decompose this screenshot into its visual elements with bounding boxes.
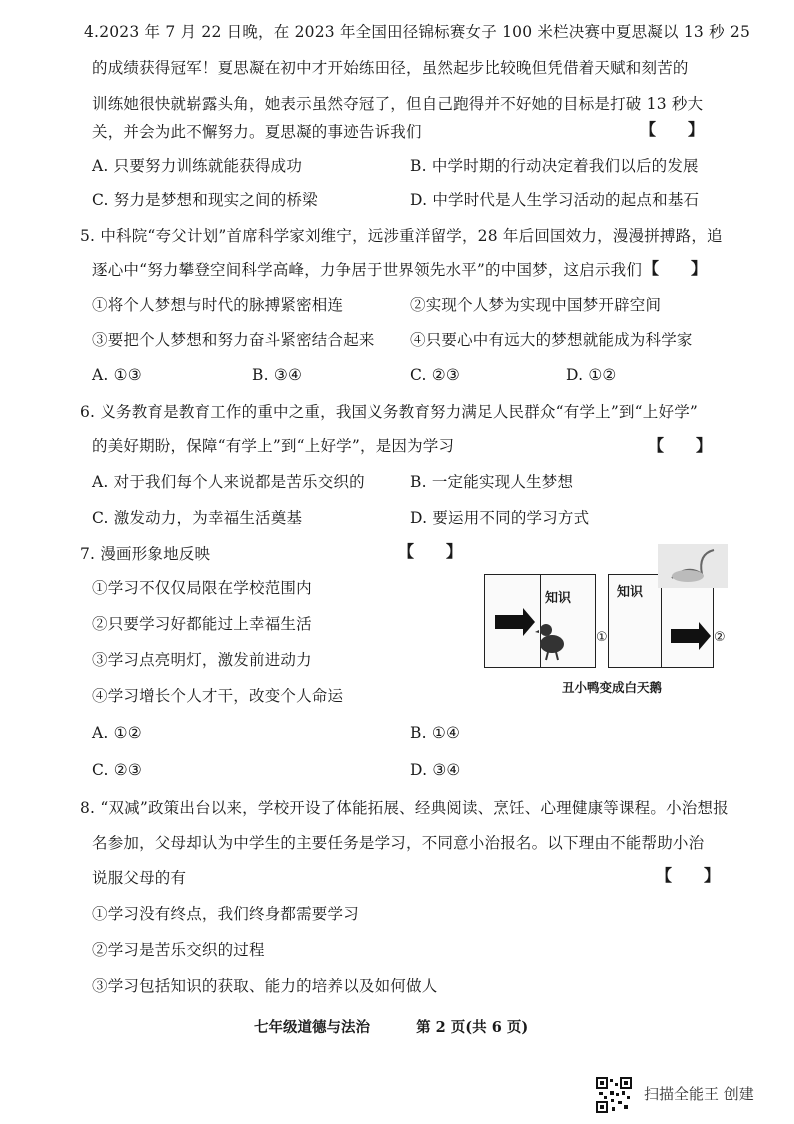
q7-statement-2: ②只要学习好都能过上幸福生活 [92,615,312,633]
q7-option-d: D. ③④ [410,761,461,779]
arrow-right-icon-2 [671,629,701,643]
qr-code-icon [596,1077,632,1113]
q8-answer-bracket[interactable]: 【 】 [656,866,721,885]
swan-icon [658,544,728,588]
q6-stem-line-1: 6. 义务教育是教育工作的重中之重，我国义务教育努力满足人民群众“有学上”到“上好学” [80,403,699,421]
q7-statement-3: ③学习点亮明灯，激发前进动力 [92,651,312,669]
q4-stem-line-4: 关，并会为此不懈努力。夏思凝的事迹告诉我们 [92,123,422,141]
footer-subject: 七年级道德与法治 [254,1019,370,1036]
q8-statement-2: ②学习是苦乐交织的过程 [92,941,265,959]
book-right-illustration [608,574,714,668]
footer-page-number: 第 2 页(共 6 页) [416,1019,529,1036]
q4-stem-line-2: 的成绩获得冠军！夏思凝在初中才开始练田径，虽然起步比较晚但凭借着天赋和刻苦的 [92,59,689,77]
comic-marker-1: ① [596,630,608,645]
q4-option-a: A. 只要努力训练就能获得成功 [92,157,303,175]
q7-stem: 7. 漫画形象地反映 [80,545,211,563]
q7-statement-1: ①学习不仅仅局限在学校范围内 [92,579,312,597]
q7-option-b: B. ①④ [410,724,461,742]
q8-stem-line-3: 说服父母的有 [92,869,187,887]
q6-option-b: B. 一定能实现人生梦想 [410,473,574,491]
q5-answer-bracket[interactable]: 【 】 [643,259,708,278]
q8-statement-1: ①学习没有终点，我们终身都需要学习 [92,905,359,923]
scanner-watermark: 扫描全能王 创建 [644,1085,754,1103]
q4-option-d: D. 中学时代是人生学习活动的起点和基石 [410,191,700,209]
q5-option-b: B. ③④ [252,366,303,384]
q8-statement-3: ③学习包括知识的获取、能力的培养以及如何做人 [92,977,438,995]
q7-statement-4: ④学习增长个人才干，改变个人命运 [92,687,344,705]
q5-statement-3: ③要把个人梦想和努力奋斗紧密结合起来 [92,331,375,349]
q5-option-a: A. ①③ [92,366,142,384]
q7-option-a: A. ①② [92,724,142,742]
q5-statement-2: ②实现个人梦为实现中国梦开辟空间 [410,296,662,314]
q5-stem-line-1: 5. 中科院“夸父计划”首席科学家刘维宁，远涉重洋留学，28 年后回国效力，漫漫拼搏路，追 [80,227,723,245]
q7-answer-bracket[interactable]: 【 】 [398,542,463,561]
q4-answer-bracket[interactable]: 【 】 [640,120,705,139]
q5-statement-1: ①将个人梦想与时代的脉搏紧密相连 [92,296,344,314]
comic-caption: 丑小鸭变成白天鹅 [562,680,663,695]
q5-option-c: C. ②③ [410,366,460,384]
q5-statement-4: ④只要心中有远大的梦想就能成为科学家 [410,331,693,349]
book-right-label: 知识 [617,585,644,600]
q6-stem-line-2: 的美好期盼，保障“有学上”到“上好学”，是因为学习 [92,437,455,455]
q6-answer-bracket[interactable]: 【 】 [648,436,713,455]
q8-stem-line-1: 8. “双减”政策出台以来，学校开设了体能拓展、经典阅读、烹饪、心理健康等课程。小治想报 [80,799,729,817]
q4-option-c: C. 努力是梦想和现实之间的桥梁 [92,191,318,209]
q7-option-c: C. ②③ [92,761,142,779]
q7-comic-illustration [482,544,730,694]
q4-stem-line-1: 4.2023 年 7 月 22 日晚，在 2023 年全国田径锦标赛女子 100 米栏决赛中夏思凝以 13 秒 25 [84,23,751,41]
q6-option-a: A. 对于我们每个人来说都是苦乐交织的 [92,473,365,491]
q4-stem-line-3: 训练她很快就崭露头角，她表示虽然夺冠了，但自己跑得并不好她的目标是打破 13 秒大 [92,95,704,113]
page-footer [254,1016,528,1037]
comic-marker-2: ② [714,630,726,645]
book-left-label: 知识 [545,591,572,606]
q6-option-d: D. 要运用不同的学习方式 [410,509,590,527]
arrow-right-icon-1 [495,615,525,629]
q5-option-d: D. ①② [566,366,617,384]
q5-stem-line-2: 逐心中“努力攀登空间科学高峰，力争居于世界领先水平”的中国梦，这启示我们 [92,261,643,279]
duckling-icon [534,616,570,662]
q8-stem-line-2: 名参加，父母却认为中学生的主要任务是学习，不同意小治报名。以下理由不能帮助小治 [92,834,705,852]
q6-option-c: C. 激发动力，为幸福生活奠基 [92,509,303,527]
q4-option-b: B. 中学时期的行动决定着我们以后的发展 [410,157,699,175]
